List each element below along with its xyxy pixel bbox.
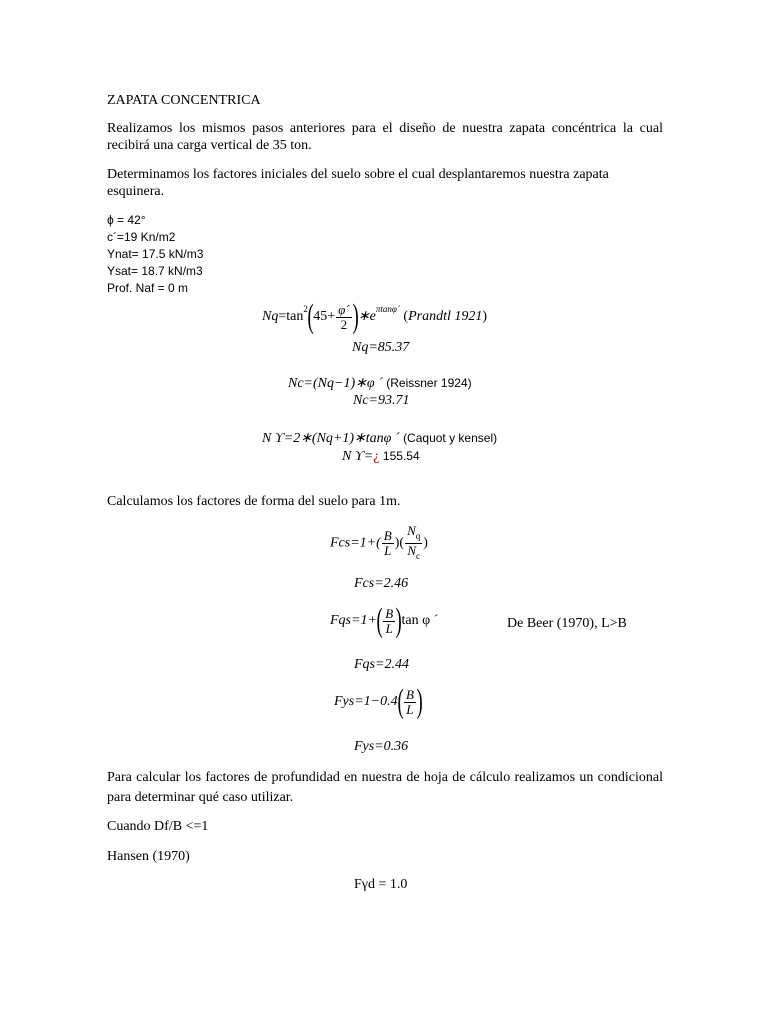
nq-tan-exponent: 2 [303,304,308,315]
nq-reference: Prandtl 1921 [408,309,483,325]
fcs-nc-sub: c [415,551,420,561]
equation-nq: $Nq=\tan^2(45+$ $\frac{\varphi´}{2}$ )$∗e^{\pi tan\varphi´}$ (Prandtl 1921) [262,298,488,335]
fqs-l: L [385,620,393,636]
fys-lhs: Fys=1−0.4 [334,694,398,710]
paragraph-depth-factors: Para calcular los factores de profundidad en nuestra de hoja de cálculo realizamos un condicional para determinar qué caso utilizar. [107,770,663,805]
fcs-lhs: Fcs=1+( [330,535,381,551]
section-title: ZAPATA CONCENTRICA [107,93,261,108]
nq-frac-num: φ´ [338,301,350,317]
fqs-tan: tan φ ´ [401,613,439,629]
nc-expression: Nc=(Nq−1)∗φ ´ [288,376,383,391]
fys-l: L [406,701,414,717]
fcs-nq-sub: q [415,531,421,541]
fcs-b: B [383,528,392,543]
paragraph-soil-factors: Determinamos los factores iniciales del suelo sobre el cual desplantaremos nuestra zapata esquinera. [107,167,609,199]
hansen-reference: Hansen (1970) [107,849,190,864]
fys-b: B [405,686,414,702]
result-nc [353,392,410,410]
ngamma-result-lhs: N ϒ= [342,449,374,464]
result-ngamma [342,447,420,466]
soil-gamma-nat: Ynat= 17.5 kN/m3 [107,247,204,261]
fcs-result-text: Fcs=2.46 [354,576,409,591]
fqs-lhs: Fqs=1+ [330,613,377,629]
fcs-l: L [384,543,392,558]
nq-exponent: πtanφ´ [375,304,400,315]
fcs-mid: )( [394,535,405,551]
soil-cohesion: c´=19 Kn/m2 [107,230,176,244]
ngamma-result-value: 155.54 [382,449,420,463]
equation-fqs: Fqs=1+( $\frac{B}{L}$ )tan φ ´ [330,602,439,639]
fqs-result-text: Fqs=2.44 [354,657,409,672]
ngamma-expression: N ϒ=2∗(Nq+1)∗tanφ ´ [262,431,400,446]
result-fqs [354,656,409,674]
equation-nc [288,374,472,393]
soil-phi: ϕ = 42° [107,213,146,227]
nq-inner: 45+ [313,309,336,325]
equation-fcs [330,524,428,563]
fcs-nq: N [407,523,416,538]
nc-reference: (Reissner 1924) [386,376,472,390]
paragraph-shape-factors: Calculamos los factores de forma del suelo para 1m. [107,494,401,509]
fcs-nc: N [407,543,416,558]
nq-result-text: Nq=85.37 [352,340,410,355]
result-nq [352,339,409,357]
ngamma-reference: (Caquot y kensel) [403,431,498,445]
fys-result-text: Fys=0.36 [354,739,409,754]
case-condition: Cuando Df/B <=1 [107,819,209,834]
soil-gamma-sat: Ysat= 18.7 kN/m3 [107,264,203,278]
equation-ngamma [262,429,497,448]
nq-lhs: Nq [262,309,279,325]
result-fyd: Fγd = 1.0 [354,877,408,892]
nq-exp-base: ∗e [357,309,376,325]
nq-tan: tan [286,309,304,325]
equation-fys: Fys=1−0.4( $\frac{B}{L}$ ) [334,683,423,720]
fqs-reference: De Beer (1970), L>B [507,616,627,631]
nq-frac-den: 2 [336,317,352,332]
paragraph-intro: Realizamos los mismos pasos anteriores para el diseño de nuestra zapata concéntrica la cual recibirá una carga vertical de 35 ton. [107,121,663,153]
ngamma-error-mark: ¿ [373,449,380,464]
soil-water-table: Prof. Naf = 0 m [107,281,189,295]
result-fys [354,738,408,756]
nc-result-text: Nc=93.71 [353,393,410,408]
result-fcs [354,575,408,593]
fqs-b: B [385,605,394,621]
fcs-end: ) [423,535,428,551]
